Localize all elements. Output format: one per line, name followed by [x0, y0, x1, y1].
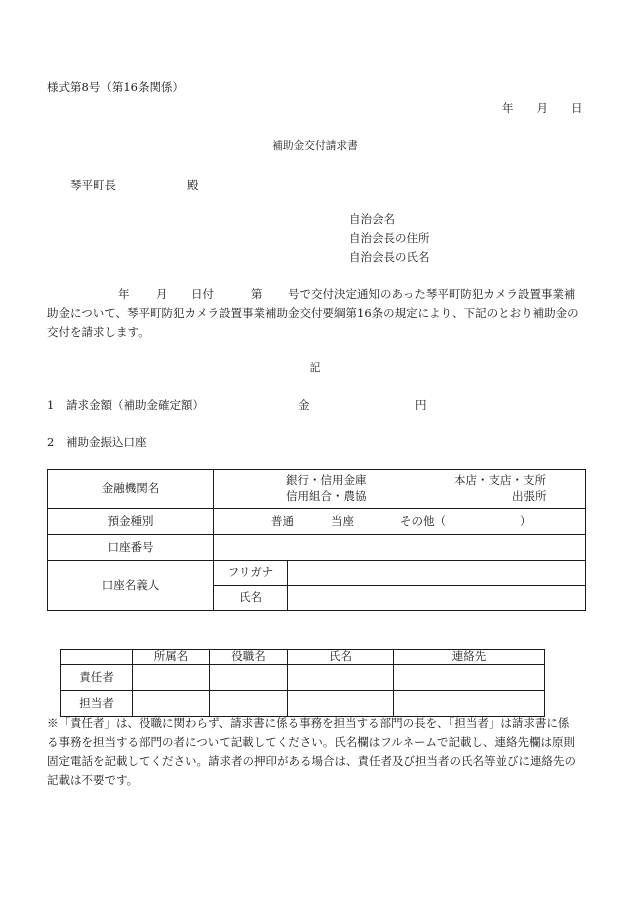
deposit-other[interactable]: その他（	[400, 514, 446, 528]
furigana-label: フリガナ	[214, 561, 288, 586]
responsible-affiliation-field[interactable]	[133, 665, 210, 691]
chair-address-label: 自治会長の住所	[349, 231, 430, 245]
addressee-honorific: 殿	[187, 178, 199, 192]
financial-institution-cell[interactable]	[214, 470, 586, 509]
financial-institution-label: 金融機関名	[48, 470, 214, 509]
note-line2: る事務を担当する部門の者について記載してください。氏名欄はフルネームで記載し、連絡先欄は原則	[47, 735, 575, 749]
addressee-mayor: 琴平町長	[70, 178, 116, 192]
contact-header-affiliation: 所属名	[133, 650, 210, 665]
contact-header-contact: 連絡先	[394, 650, 545, 665]
bank-account-table	[47, 469, 586, 611]
note-line3: 固定電話を記載してください。請求者の押印がある場合は、責任者及び担当者の氏名等並びに連絡先の	[47, 754, 576, 768]
deposit-type-row	[48, 509, 586, 535]
document-title: 補助金交付請求書	[272, 139, 358, 152]
date-line: 年 月 日	[502, 101, 583, 115]
account-holder-furigana-row	[48, 561, 586, 586]
contact-header-blank	[61, 650, 133, 665]
body-year: 年	[118, 287, 130, 301]
item2-label: 補助金振込口座	[66, 435, 147, 449]
financial-institution-row	[48, 470, 586, 509]
item1-kin: 金	[298, 398, 310, 412]
chair-name-label: 自治会長の氏名	[349, 250, 430, 264]
deposit-type-label: 預金種別	[48, 509, 214, 535]
contact-header-row	[61, 650, 545, 665]
account-number-label: 口座番号	[48, 535, 214, 561]
note-line4: 記載は不要です。	[47, 773, 139, 787]
staff-contact-field[interactable]	[394, 691, 545, 717]
deposit-type-cell[interactable]	[214, 509, 586, 535]
item1-number: 1	[47, 398, 55, 412]
contact-table	[60, 649, 545, 717]
responsible-contact-field[interactable]	[394, 665, 545, 691]
row-label-responsible: 責任者	[61, 665, 133, 691]
branch-types-line2: 出張所	[512, 489, 547, 503]
responsible-name-field[interactable]	[288, 665, 394, 691]
deposit-current[interactable]: 当座	[331, 514, 354, 528]
note-line1: ※「責任者」は、役職に関わらず、請求書に係る事務を担当する部門の長を、「担当者」は請求書に係	[47, 716, 570, 730]
branch-types-line1: 本店・支店・支所	[454, 473, 546, 487]
row-label-staff: 担当者	[61, 691, 133, 717]
holder-name-label: 氏名	[214, 586, 288, 611]
bank-types-line2: 信用組合・農協	[286, 489, 367, 503]
staff-title-field[interactable]	[210, 691, 288, 717]
table-row	[61, 665, 545, 691]
contact-header-title: 役職名	[210, 650, 288, 665]
body-line2: 助金について、琴平町防犯カメラ設置事業補助金交付要綱第16条の規定により、下記のとおり補助金の	[47, 306, 579, 320]
account-number-row	[48, 535, 586, 561]
staff-affiliation-field[interactable]	[133, 691, 210, 717]
body-day: 日付	[191, 287, 214, 301]
bank-types-line1: 銀行・信用金庫	[286, 473, 367, 487]
deposit-ordinary[interactable]: 普通	[271, 514, 294, 528]
staff-name-field[interactable]	[288, 691, 394, 717]
body-month: 月	[156, 287, 168, 301]
account-holder-label: 口座名義人	[48, 561, 214, 611]
item1-label: 請求金額（補助金確定額）	[66, 398, 204, 412]
body-line3: 交付を請求します。	[47, 325, 150, 339]
association-name-label: 自治会名	[349, 212, 395, 226]
table-row	[61, 691, 545, 717]
ki-mark: 記	[309, 361, 321, 374]
item1-yen: 円	[415, 398, 427, 412]
responsible-title-field[interactable]	[210, 665, 288, 691]
form-number: 様式第8号（第16条関係）	[47, 80, 184, 94]
account-number-field[interactable]	[214, 535, 586, 561]
contact-header-name: 氏名	[288, 650, 394, 665]
furigana-field[interactable]	[288, 561, 586, 586]
body-line1-rest: 号で交付決定通知のあった琴平町防犯カメラ設置事業補	[288, 287, 576, 301]
item2-number: 2	[47, 435, 55, 449]
body-number-prefix: 第	[251, 287, 263, 301]
holder-name-field[interactable]	[288, 586, 586, 611]
deposit-other-close: ）	[520, 514, 532, 528]
